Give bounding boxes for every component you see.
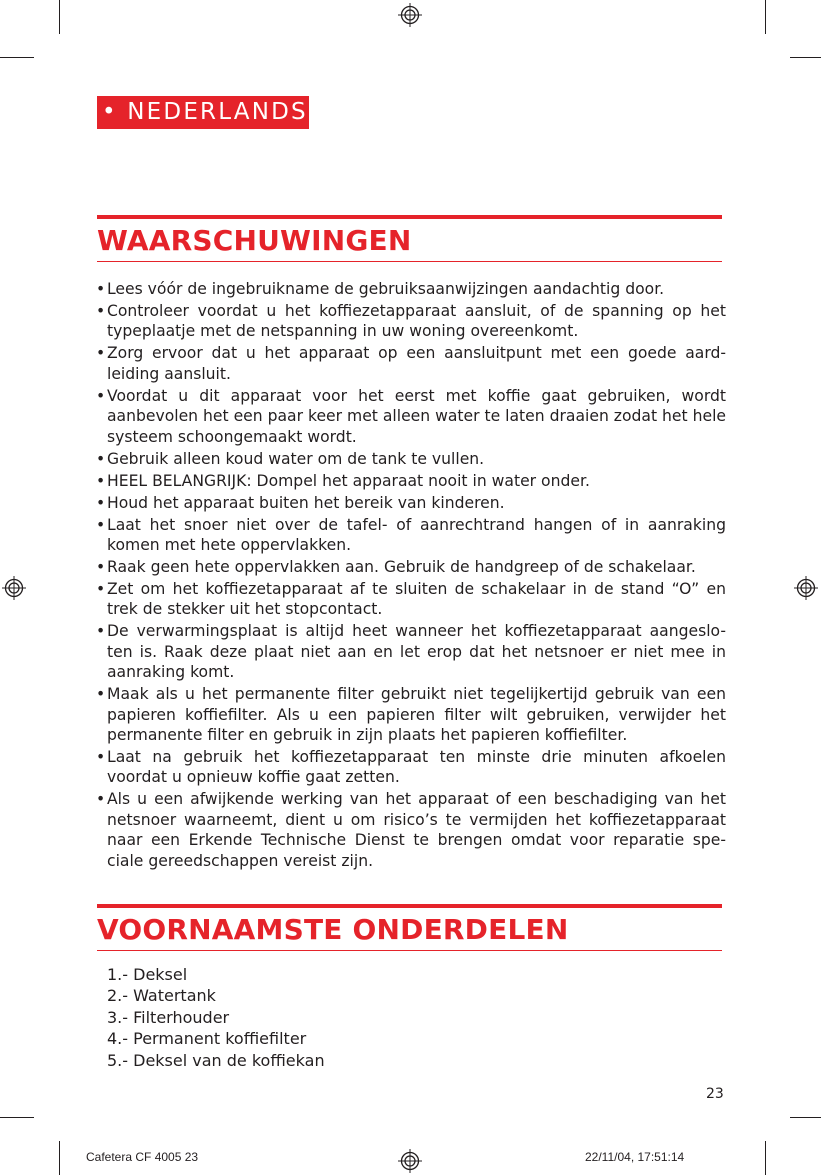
page-number: 23 <box>706 1086 724 1102</box>
language-tab: • NEDERLANDS <box>97 96 309 129</box>
crop-mark <box>790 1117 821 1118</box>
part-item: 5.- Deksel van de koffiekan <box>107 1050 325 1070</box>
warning-item: • Voordat u dit apparaat voor het eerst met koffie gaat gebruiken, wordt aanbevolen het een paar keer met alleen water te laten draaien zodat het hele systeem schoongemaakt wordt. <box>92 386 726 447</box>
warning-item: • Laat na gebruik het koffiezetapparaat ten minste drie minuten afkoelen voordat u opnieuw koffie gaat zetten. <box>92 747 726 788</box>
section-top-bar <box>97 904 722 908</box>
warning-item: • HEEL BELANGRIJK: Dompel het apparaat nooit in water onder. <box>92 471 726 491</box>
section-divider <box>97 950 722 951</box>
warning-item: • Controleer voordat u het koffiezetapparaat aansluit, of de spanning op het typeplaatje met de netspanning in uw woning overeenkomt. <box>92 301 726 342</box>
parts-section <box>97 904 722 951</box>
registration-mark-icon <box>398 3 422 27</box>
print-footer-left: Cafetera CF 4005 23 <box>86 1150 199 1164</box>
part-item: 3.- Filterhouder <box>107 1007 230 1027</box>
parts-heading: VOORNAAMSTE ONDERDELEN <box>97 913 569 946</box>
crop-mark <box>0 1117 34 1118</box>
warning-item: • Lees vóór de ingebruikname de gebruiksaanwijzingen aandachtig door. <box>92 279 726 299</box>
parts-list <box>107 964 325 1071</box>
warning-item: • Gebruik alleen koud water om de tank te vullen. <box>92 449 726 469</box>
warning-item: • Als u een afwijkende werking van het apparaat of een beschadiging van het netsnoer waarneemt, dient u om risico’s te vermijden het koffiezetapparaat naar een Erkende Technische Dienst te brengen omdat voor reparatie spe-ciale gereedschappen vereist zijn. <box>92 789 726 871</box>
warnings-list <box>92 279 726 873</box>
part-item: 2.- Watertank <box>107 986 216 1006</box>
warning-item: • Houd het apparaat buiten het bereik van kinderen. <box>92 493 726 513</box>
warning-item: • Zet om het koffiezetapparaat af te sluiten de schakelaar in de stand “O” en trek de stekker uit het stopcontact. <box>92 579 726 620</box>
registration-mark-icon <box>794 576 818 600</box>
warnings-heading: WAARSCHUWINGEN <box>97 224 412 257</box>
crop-mark <box>0 57 34 58</box>
registration-mark-icon <box>2 576 26 600</box>
section-divider <box>97 261 722 262</box>
part-item: 4.- Permanent koffiefilter <box>107 1029 307 1049</box>
warning-item: • Maak als u het permanente filter gebruikt niet tegelijkertijd gebruik van een papieren koffiefilter. Als u een papieren filter wilt gebruiken, verwijder het permanente filter en gebruik in zijn plaats het papieren koffiefilter. <box>92 684 726 745</box>
crop-mark <box>765 1141 766 1175</box>
crop-mark <box>765 0 766 34</box>
crop-mark <box>59 0 60 34</box>
warnings-section <box>97 215 722 262</box>
registration-mark-icon <box>398 1149 422 1173</box>
section-top-bar <box>97 215 722 219</box>
warning-item: • Raak geen hete oppervlakken aan. Gebruik de handgreep of de schakelaar. <box>92 557 726 577</box>
warning-item: • De verwarmingsplaat is altijd heet wanneer het koffiezetapparaat aangeslo-ten is. Raak deze plaat niet aan en let erop dat het netsnoer er niet mee in aanraking komt. <box>92 621 726 682</box>
crop-mark <box>790 57 821 58</box>
crop-mark <box>59 1141 60 1175</box>
print-footer-right: 22/11/04, 17:51:14 <box>585 1150 685 1164</box>
warning-item: • Laat het snoer niet over de tafel- of aanrechtrand hangen of in aanraking komen met hete oppervlakken. <box>92 515 726 556</box>
part-item: 1.- Deksel <box>107 965 188 984</box>
warning-item: • Zorg ervoor dat u het apparaat op een aansluitpunt met een goede aard-leiding aansluit. <box>92 343 726 384</box>
